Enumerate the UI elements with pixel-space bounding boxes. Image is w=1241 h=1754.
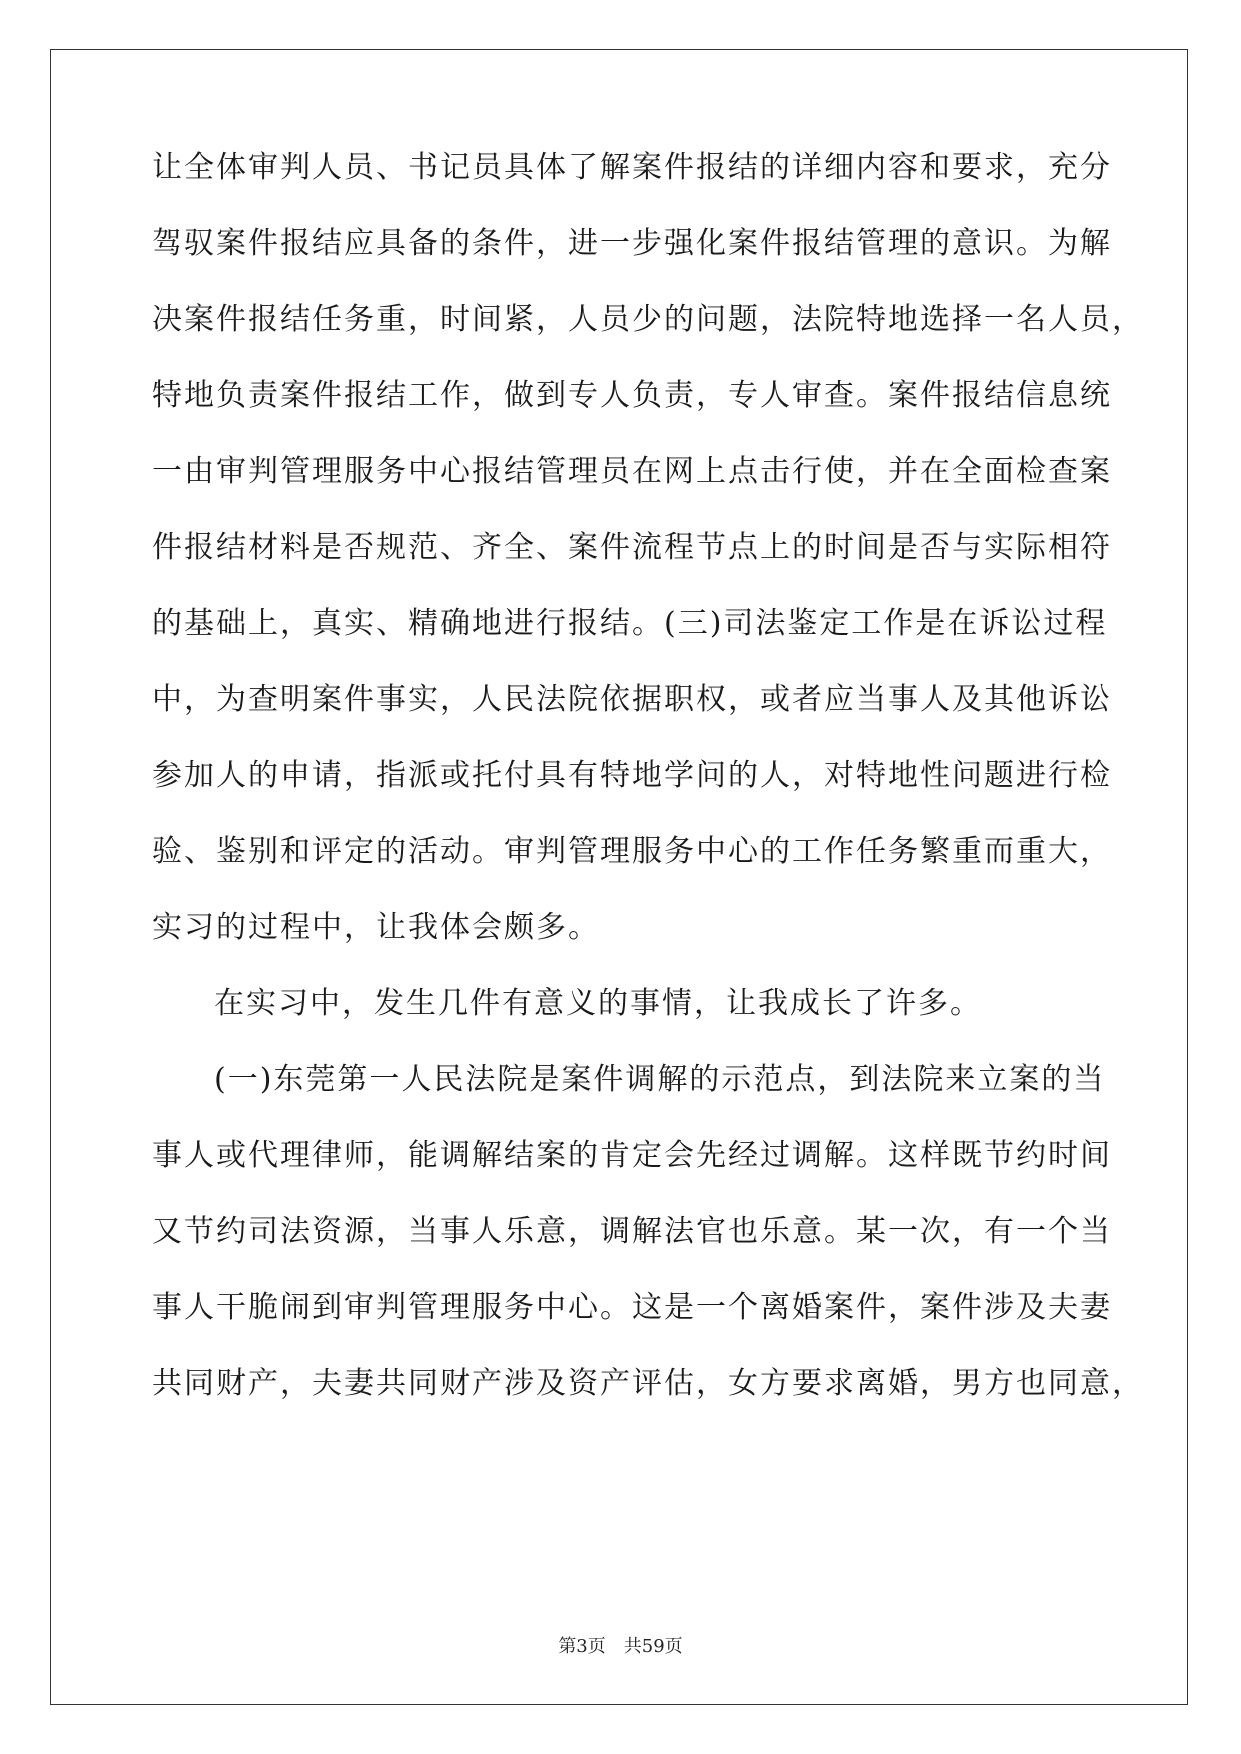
text-line: 实习的过程中，让我体会颇多。 <box>152 910 600 945</box>
text-line: 驾驭案件报结应具备的条件，进一步强化案件报结管理的意识。为解 <box>152 226 1112 261</box>
text-line: 特地负责案件报结工作，做到专人负责，专人审查。案件报结信息统 <box>152 378 1112 413</box>
text-line: 共同财产，夫妻共同财产涉及资产评估，女方要求离婚，男方也同意， <box>152 1366 1144 1401</box>
text-line: 事人或代理律师，能调解结案的肯定会先经过调解。这样既节约时间 <box>152 1138 1112 1173</box>
page-number: 第3页 <box>558 1636 606 1657</box>
paragraph-start-line: (一)东莞第一人民法院是案件调解的示范点，到法院来立案的当 <box>214 1062 1106 1097</box>
total-pages: 共59页 <box>623 1636 683 1657</box>
text-line: 参加人的申请，指派或托付具有特地学问的人，对特地性问题进行检 <box>152 758 1112 793</box>
text-line: 又节约司法资源，当事人乐意，调解法官也乐意。某一次，有一个当 <box>152 1214 1112 1249</box>
text-line: 中，为查明案件事实，人民法院依据职权，或者应当事人及其他诉讼 <box>152 682 1112 717</box>
text-line: 事人干脆闹到审判管理服务中心。这是一个离婚案件，案件涉及夫妻 <box>152 1290 1112 1325</box>
text-line: 决案件报结任务重，时间紧，人员少的问题，法院特地选择一名人员， <box>152 302 1144 337</box>
page-footer <box>0 1635 1241 1659</box>
paragraph-start-line: 在实习中，发生几件有意义的事情，让我成长了许多。 <box>214 986 982 1021</box>
text-line: 件报结材料是否规范、齐全、案件流程节点上的时间是否与实际相符 <box>152 530 1112 565</box>
page-border <box>50 49 1188 1705</box>
text-line: 的基础上，真实、精确地进行报结。(三)司法鉴定工作是在诉讼过程 <box>152 606 1108 641</box>
text-line: 让全体审判人员、书记员具体了解案件报结的详细内容和要求，充分 <box>152 150 1112 185</box>
text-line: 一由审判管理服务中心报结管理员在网上点击行使，并在全面检查案 <box>152 454 1112 489</box>
text-line: 验、鉴别和评定的活动。审判管理服务中心的工作任务繁重而重大， <box>152 834 1112 869</box>
